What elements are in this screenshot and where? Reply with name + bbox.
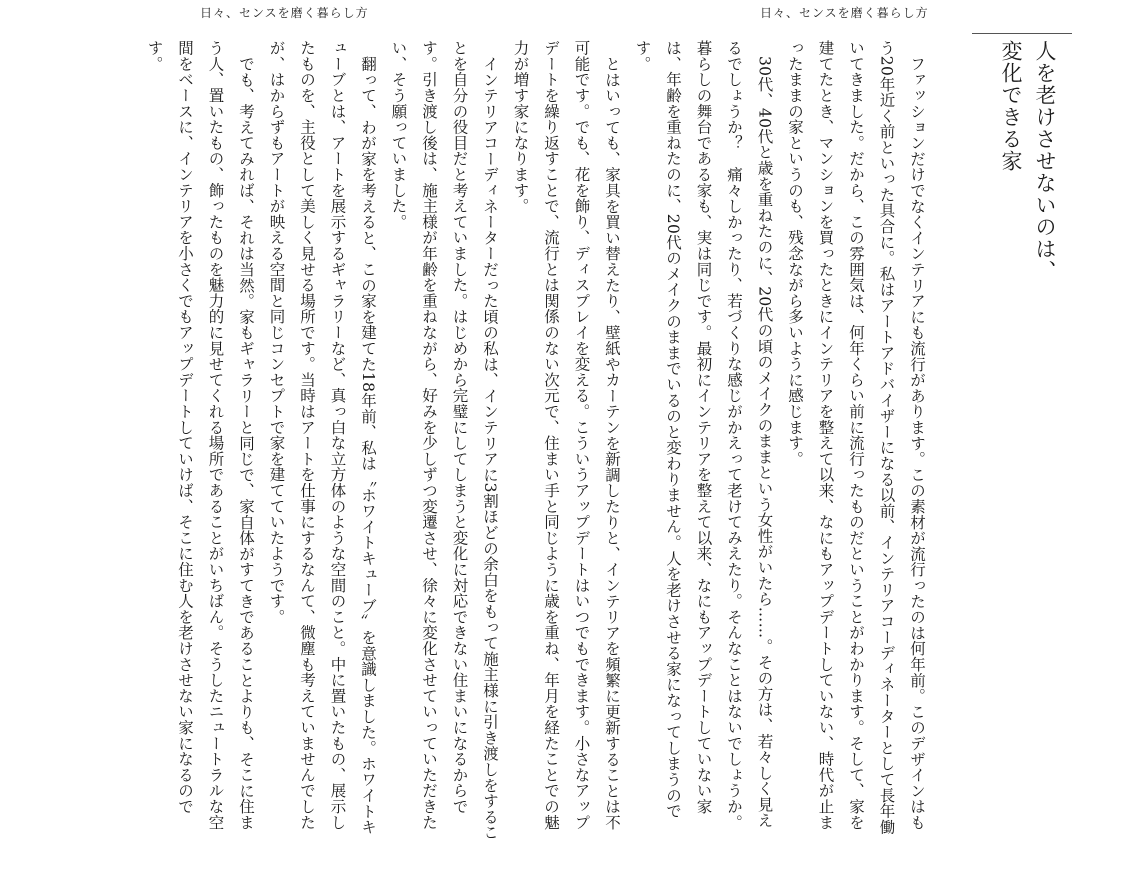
paragraph: とはいっても、家具を買い替えたり、壁紙やカーテンを新調したりと、インテリアを頻繁に更新することは不可能です。でも、花を飾り、ディスプレイを変える。こういうアップデートはいつでもできます。小さなアップデートを繰り返すことで、流行とは関係のない次元で、住まい手と同じように歳を重ね、年月を経たことでの魅力が増す家になります。 bbox=[511, 40, 621, 830]
chapter-title bbox=[994, 40, 1062, 282]
paragraph: インテリアコーディネーターだった頃の私は、インテリアに3割ほどの余白をもって施主様に引き渡しをすることを自分の役目だと考えていました。はじめから完璧にしてしまうと変化に対応できない住まいになるからです。引き渡し後は、施主様が年齢を重ねながら、好みを少しずつ変遷させ、徐々に変化させていっていただきたい、そう願っていました。 bbox=[389, 40, 499, 840]
chapter-title-line-1: 人を老けさせないのは、 bbox=[1033, 40, 1057, 282]
chapter-title-line-2: 変化できる家 bbox=[999, 40, 1023, 172]
paragraph: でも、考えてみれば、それは当然。家もギャラリーと同じで、家自体がすてきであることよりも、そこに住まう人、置いたもの、飾ったものを魅力的に見せてくれる場所であることがいちばん。そうしたニュートラルな空間をベースに、インテリアを小さくでもアップデートしていけば、そこに住む人を老けさせない家になるのです。 bbox=[145, 40, 255, 830]
body-text bbox=[52, 40, 932, 840]
running-header-right: 日々、センスを磨く暮らし方 bbox=[760, 6, 929, 20]
running-header-left: 日々、センスを磨く暮らし方 bbox=[200, 6, 369, 20]
title-rule bbox=[972, 33, 1072, 34]
paragraph: 30代、40代と歳を重ねたのに、20代の頃のメイクのままという女性がいたら……。その方は、若々しく見えるでしょうか？ 痛々しかったり、若づくりな感じがかえって老けてみえたり。そんなことはないでしょうか。暮らしの舞台である家も、実は同じです。最初にインテリアを整えて以来、なにもアップデートしていない家は、年齢を重ねたのに、20代のメイクのままでいるのと変わりません。人を老けさせる家になってしまうのです。 bbox=[633, 40, 774, 830]
paragraph: 翻って、わが家を考えると、この家を建てた18年前、私は〝ホワイトキューブ〟を意識しました。ホワイトキューブとは、アートを展示するギャラリーなど、真っ白な立方体のような空間のこと。中に置いたもの、展示したものを、主役として美しく見せる場所です。当時はアートを仕事にするなんて、微塵も考えていませんでしたが、はからずもアートが映える空間と同じコンセプトで家を建てていたようです。 bbox=[267, 40, 377, 835]
paragraph: ファッションだけでなくインテリアにも流行があります。この素材が流行ったのは何年前。このデザインはもう20年近く前といった具合に。私はアートアドバイザーになる以前、インテリアコーディネーターとして長年働いてきました。だから、この雰囲気は、何年くらい前に流行ったものだということがわかります。そして、家を建てたとき、マンションを買ったときにインテリアを整えて以来、なにもアップデートしていない、時代が止まったままの家というのも、残念ながら多いように感じます。 bbox=[786, 40, 926, 835]
